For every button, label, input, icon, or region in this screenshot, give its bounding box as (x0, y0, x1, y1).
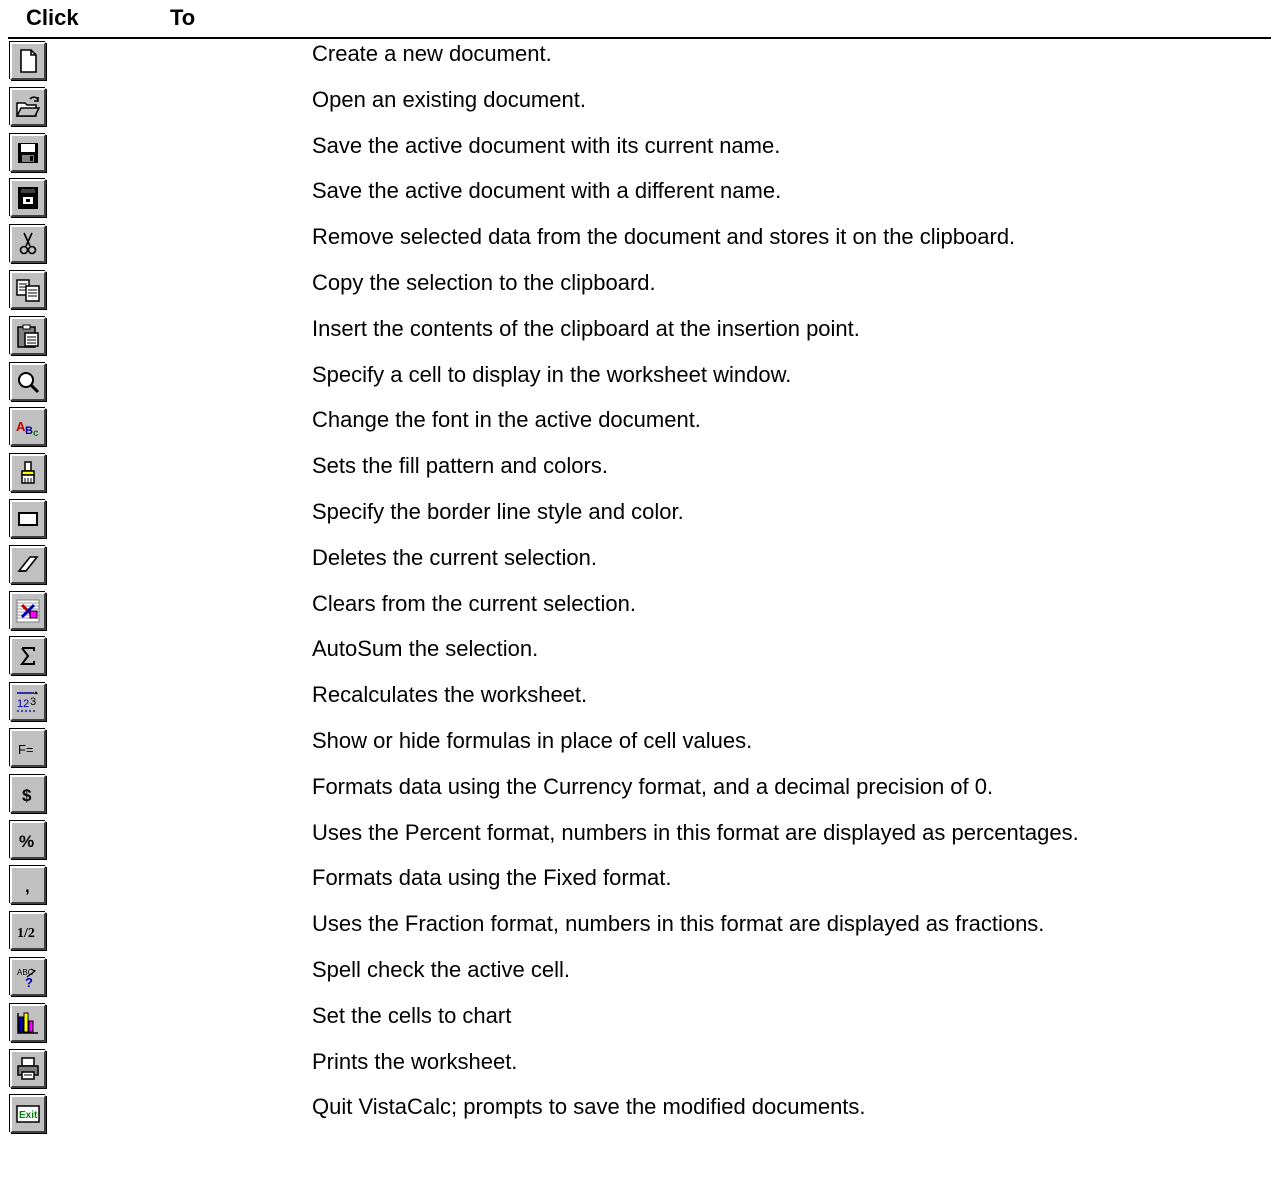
button-description: Copy the selection to the clipboard. (312, 269, 656, 295)
eraser-delete-icon (14, 551, 42, 579)
svg-text:$: $ (22, 785, 32, 805)
list-item (0, 131, 1271, 177)
list-item (0, 1001, 1271, 1047)
fraction-button[interactable] (10, 912, 46, 950)
button-description: AutoSum the selection. (312, 636, 539, 662)
list-item (0, 680, 1271, 726)
button-description: Create a new document. (312, 41, 552, 66)
percent-button[interactable] (10, 821, 46, 859)
comma-fixed-icon (14, 871, 42, 899)
open-folder-icon (14, 93, 42, 121)
list-item (0, 222, 1271, 268)
list-item (0, 1047, 1271, 1093)
recalculate-button[interactable] (10, 683, 46, 721)
clear-selection-button[interactable] (10, 592, 46, 630)
button-description: Specify a cell to display in the worksheet window. (312, 361, 792, 387)
border-rectangle-icon (14, 505, 42, 533)
magnifier-goto-button[interactable] (10, 363, 46, 401)
currency-icon (14, 780, 42, 808)
svg-text:1/2: 1/2 (17, 926, 35, 942)
printer-button[interactable] (10, 1050, 46, 1088)
svg-text:ABC: ABC (17, 967, 34, 977)
scissors-cut-icon (14, 230, 42, 258)
new-document-icon (14, 47, 42, 75)
button-description: Clears from the current selection. (312, 590, 637, 616)
save-disk-button[interactable] (10, 134, 46, 172)
table-header (0, 0, 1271, 38)
svg-text:3: 3 (30, 696, 37, 709)
list-item (0, 863, 1271, 909)
list-item (0, 772, 1271, 818)
svg-text:%: % (19, 831, 35, 851)
recalculate-icon (14, 688, 42, 716)
sigma-autosum-button[interactable] (10, 637, 46, 675)
button-description: Quit VistaCalc; prompts to save the modified documents. (312, 1094, 866, 1120)
font-abc-button[interactable] (10, 408, 46, 446)
toolbar-reference-list (0, 39, 1271, 1138)
button-description: Spell check the active cell. (312, 956, 571, 982)
sigma-autosum-icon (14, 642, 42, 670)
button-description: Save the active document with its current name. (312, 132, 781, 158)
button-description: Save the active document with a different name. (312, 178, 782, 204)
svg-text:Exit: Exit (19, 1110, 38, 1122)
magnifier-goto-icon (14, 368, 42, 396)
button-description: Insert the contents of the clipboard at the insertion point. (312, 315, 860, 341)
list-item (0, 1092, 1271, 1138)
exit-icon (14, 1100, 42, 1128)
list-item (0, 634, 1271, 680)
copy-button[interactable] (10, 271, 46, 309)
svg-text:A: A (16, 419, 26, 435)
paste-clipboard-icon (14, 322, 42, 350)
save-as-disk-icon (14, 184, 42, 212)
new-document-button[interactable] (10, 42, 46, 80)
button-description: Formats data using the Currency format, and a decimal precision of 0. (312, 773, 994, 799)
exit-button[interactable] (10, 1095, 46, 1133)
button-description: Specify the border line style and color. (312, 498, 684, 524)
button-description: Open an existing document. (312, 86, 586, 112)
paintbrush-fill-icon (14, 459, 42, 487)
button-description: Change the font in the active document. (312, 407, 701, 433)
clear-selection-icon (14, 597, 42, 625)
button-description: Set the cells to chart (312, 1002, 512, 1028)
chart-button[interactable] (10, 1004, 46, 1042)
font-abc-icon (14, 413, 42, 441)
fraction-icon (14, 917, 42, 945)
column-header-click: Click (26, 5, 79, 30)
column-header-to: To (170, 5, 196, 30)
formulas-button[interactable] (10, 729, 46, 767)
list-item (0, 589, 1271, 635)
svg-text:c: c (33, 428, 39, 440)
list-item (0, 726, 1271, 772)
border-rectangle-button[interactable] (10, 500, 46, 538)
button-description: Recalculates the worksheet. (312, 682, 588, 708)
currency-button[interactable] (10, 775, 46, 813)
percent-icon (14, 826, 42, 854)
list-item (0, 543, 1271, 589)
list-item (0, 909, 1271, 955)
list-item (0, 405, 1271, 451)
button-description: Uses the Percent format, numbers in this format are displayed as percentages. (312, 819, 1079, 845)
save-disk-icon (14, 139, 42, 167)
button-description: Show or hide formulas in place of cell values. (312, 727, 753, 753)
open-folder-button[interactable] (10, 88, 46, 126)
list-item (0, 39, 1271, 85)
list-item (0, 451, 1271, 497)
chart-icon (14, 1009, 42, 1037)
formulas-icon (14, 734, 42, 762)
scissors-cut-button[interactable] (10, 225, 46, 263)
save-as-disk-button[interactable] (10, 179, 46, 217)
list-item (0, 314, 1271, 360)
svg-text:B: B (25, 425, 33, 438)
printer-icon (14, 1055, 42, 1083)
list-item (0, 818, 1271, 864)
svg-text:12: 12 (17, 698, 30, 711)
copy-icon (14, 276, 42, 304)
button-description: Prints the worksheet. (312, 1048, 518, 1074)
list-item (0, 85, 1271, 131)
button-description: Formats data using the Fixed format. (312, 865, 672, 891)
button-description: Deletes the current selection. (312, 544, 597, 570)
spell-check-button[interactable] (10, 958, 46, 996)
comma-fixed-button[interactable] (10, 866, 46, 904)
button-description: Sets the fill pattern and colors. (312, 453, 608, 479)
list-item (0, 176, 1271, 222)
button-description: Uses the Fraction format, numbers in this format are displayed as fractions. (312, 911, 1045, 937)
list-item (0, 497, 1271, 543)
svg-text:,: , (25, 877, 30, 897)
paintbrush-fill-button[interactable] (10, 454, 46, 492)
list-item (0, 360, 1271, 406)
paste-clipboard-button[interactable] (10, 317, 46, 355)
svg-text:F=: F= (18, 741, 34, 757)
list-item (0, 955, 1271, 1001)
svg-text:?: ? (25, 974, 33, 990)
list-item (0, 268, 1271, 314)
eraser-delete-button[interactable] (10, 546, 46, 584)
button-description: Remove selected data from the document and stores it on the clipboard. (312, 224, 1016, 250)
spell-check-icon (14, 963, 42, 991)
